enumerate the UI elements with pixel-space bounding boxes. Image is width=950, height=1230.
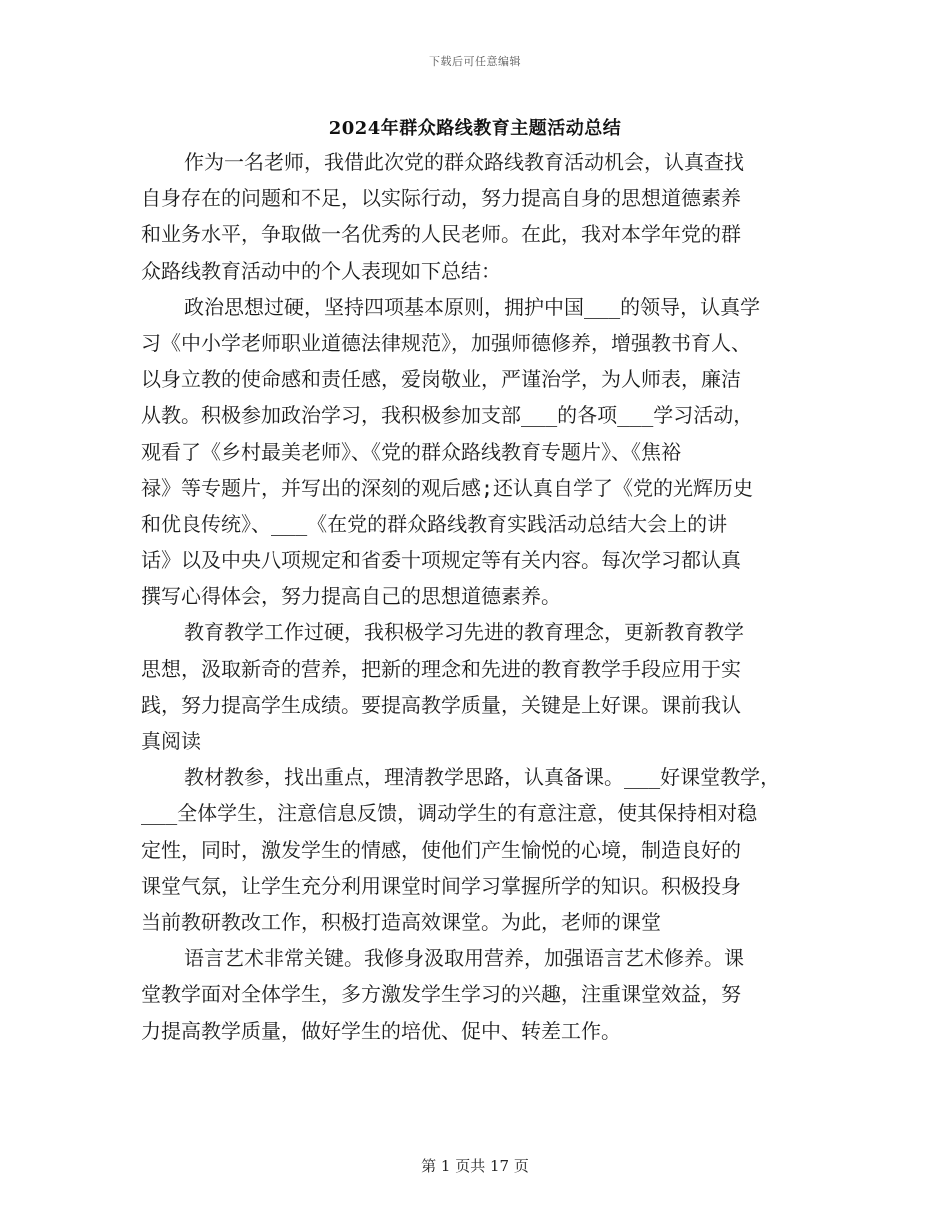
body-line: 思想，汲取新奇的营养，把新的理念和先进的教育教学手段应用于实 <box>141 656 741 681</box>
body-line: 从教。积极参加政治学习，我积极参加支部___的各项___学习活动， <box>141 403 754 428</box>
document-title: 2024年群众路线教育主题活动总结 <box>328 118 622 139</box>
body-line: 语言艺术非常关键。我修身汲取用营养，加强语言艺术修养。课 <box>184 946 744 971</box>
body-line: 堂教学面对全体学生，多方激发学生学习的兴趣，注重课堂效益，努 <box>141 982 741 1007</box>
body-line: 作为一名老师，我借此次党的群众路线教育活动机会，认真查找 <box>184 150 744 174</box>
body-line: 当前教研教改工作，积极打造高效课堂。为此，老师的课堂 <box>141 909 661 934</box>
header-note: 下载后可任意编辑 <box>429 55 521 68</box>
body-line: ___全体学生，注意信息反馈，调动学生的有意注意，使其保持相对稳 <box>141 801 758 826</box>
body-line: 以身立教的使命感和责任感，爱岗敬业，严谨治学，为人师表，廉洁 <box>141 367 741 392</box>
body-line: 力提高教学质量，做好学生的培优、促中、转差工作。 <box>141 1018 621 1043</box>
document-body <box>141 144 831 1049</box>
body-line: 习《中小学老师职业道德法律规范》，加强师德修养，增强教书育人、 <box>141 330 751 355</box>
body-line: 观看了《乡村最美老师》、《党的群众路线教育专题片》、《焦裕 <box>141 439 681 464</box>
body-line: 和业务水平，争取做一名优秀的人民老师。在此，我对本学年党的群 <box>141 222 741 247</box>
body-line: 课堂气氛，让学生充分利用课堂时间学习掌握所学的知识。积极投身 <box>141 873 741 898</box>
body-line: 自身存在的问题和不足，以实际行动，努力提高自身的思想道德素养 <box>141 186 741 211</box>
body-line: 教育教学工作过硬，我积极学习先进的教育理念，更新教育教学 <box>184 620 744 645</box>
body-line: 众路线教育活动中的个人表现如下总结： <box>141 258 501 283</box>
body-line: 定性，同时，激发学生的情感，使他们产生愉悦的心境，制造良好的 <box>141 837 741 862</box>
body-line: 践，努力提高学生成绩。要提高教学质量，关键是上好课。课前我认 <box>141 692 741 717</box>
body-line: 和优良传统》、___《在党的群众路线教育实践活动总结大会上的讲 <box>141 511 728 536</box>
body-line: 禄》等专题片，并写出的深刻的观后感;还认真自学了《党的光辉历史 <box>141 475 754 500</box>
body-line: 政治思想过硬，坚持四项基本原则，拥护中国___的领导，认真学 <box>184 294 761 319</box>
page-footer: 第 1 页共 17 页 <box>421 1157 529 1175</box>
body-line: 撰写心得体会，努力提高自己的思想道德素养。 <box>141 584 561 609</box>
body-line: 教材教参，找出重点，理清教学思路，认真备课。___好课堂教学， <box>184 765 781 790</box>
body-line: 话》以及中央八项规定和省委十项规定等有关内容。每次学习都认真 <box>141 548 741 573</box>
body-line: 真阅读 <box>141 729 201 753</box>
